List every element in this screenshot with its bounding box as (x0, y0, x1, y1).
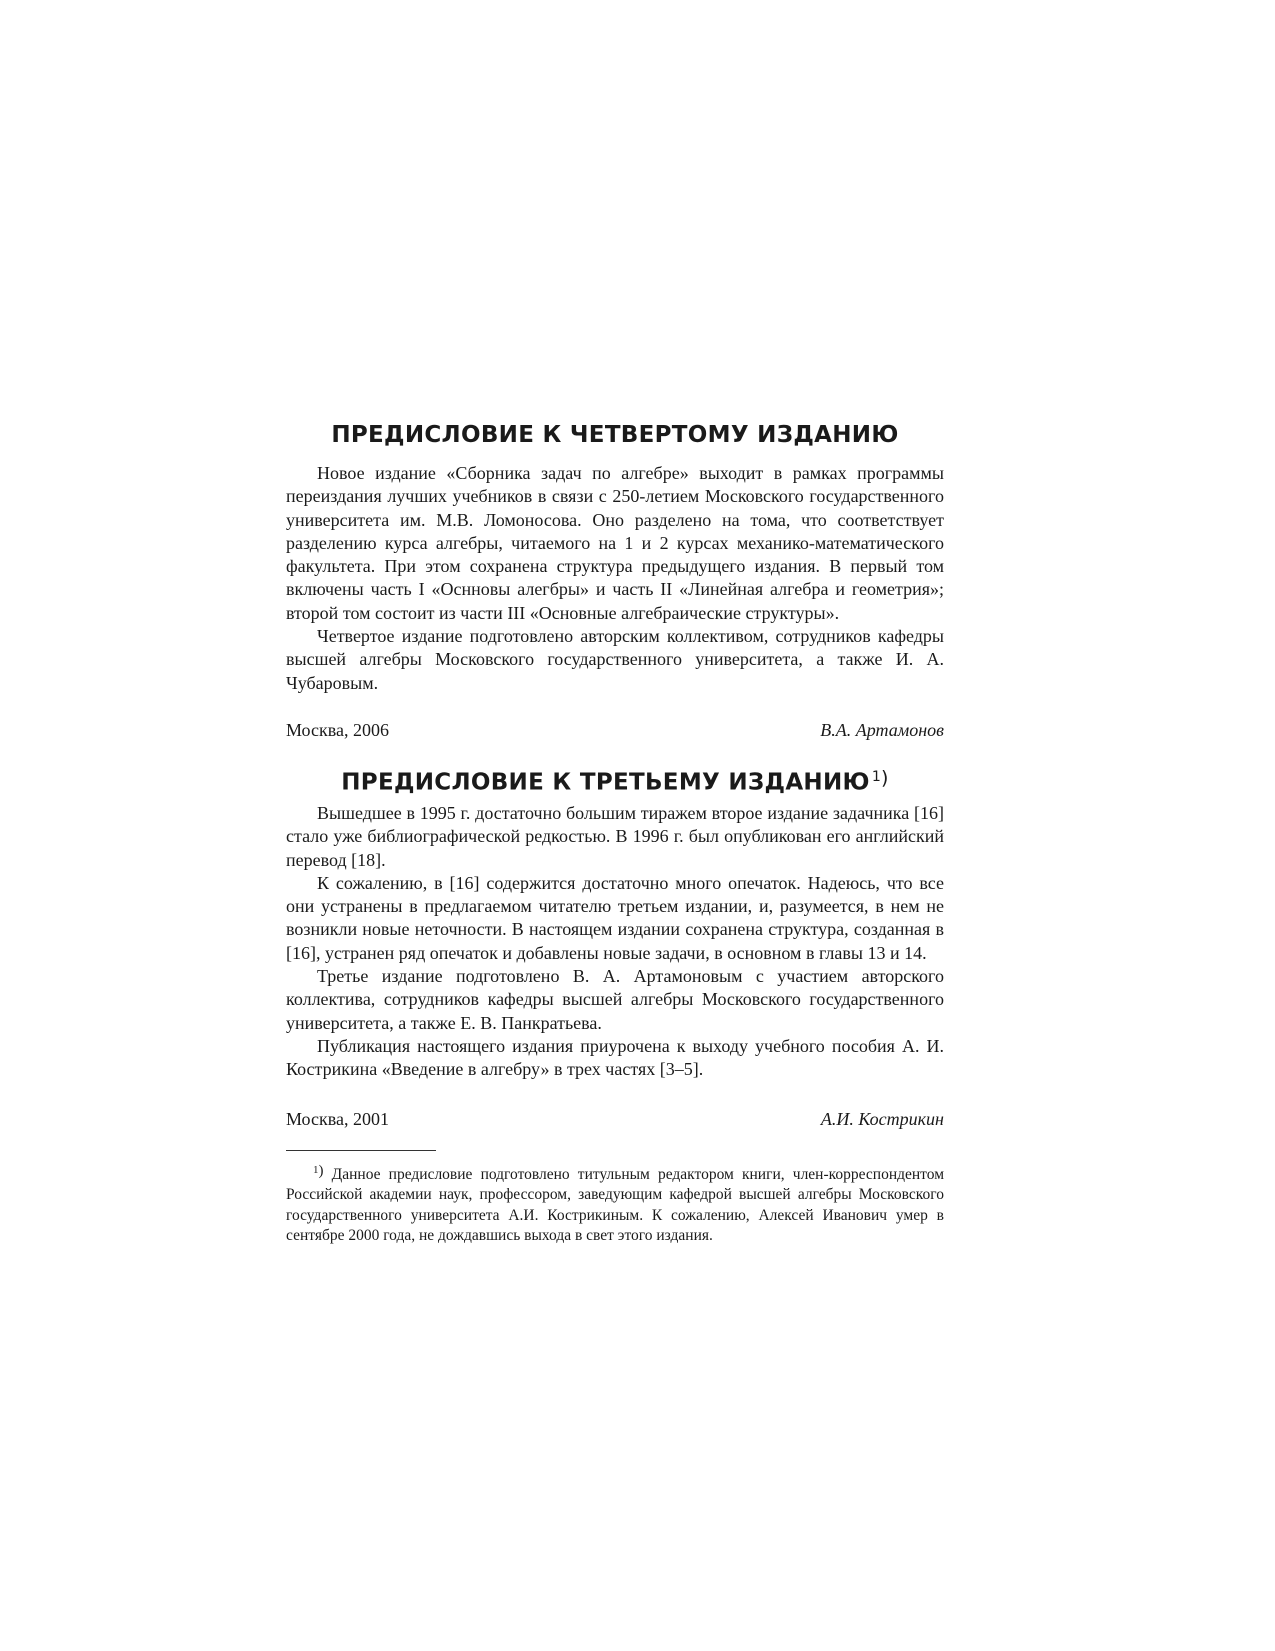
preface-4-signature (286, 718, 944, 742)
footnote (286, 1160, 944, 1247)
footnote-reference[interactable]: 1) (871, 766, 889, 789)
preface-3-signature (286, 1107, 944, 1131)
preface-3-place-date: Москва, 2001 (286, 1108, 389, 1129)
preface-3-paragraph-1: Вышедшее в 1995 г. достаточно большим тиражем второе издание задачника [16] стало уже библиографической редкостью. В 1996 г. был опубликован его английский перевод [18]. (286, 802, 944, 870)
preface-4-paragraph-1: Новое издание «Сборника задач по алгебре» выходит в рамках программы переиздания лучших учебников в связи с 250-летием Московского государственного университета им. М.В. Ломоносова. Оно разделено на тома, что соответствует разделению курса алгебры, читаемого на 1 и 2 курсах механико-математического факультета. При этом сохранена структура предыдущего издания. В первый том включены часть I «Оснновы алегбры» и часть II «Линейная алгебра и геометрия»; второй том состоит из части III «Основные алгебраические структуры». (286, 463, 944, 623)
footnote-text: Данное предисловие подготовлено титульным редактором книги, член-корреспондентом Российской академии наук, профессором, заведующим кафедрой высшей алгебры Московского государственного университета А.И. Кострикиным. К сожалению, Алексей Иванович умер в сентябре 2000 года, не дождавшись выхода в свет этого издания. (286, 1165, 945, 1245)
preface-3-paragraph-2: К сожалению, в [16] содержится достаточно много опечаток. Надеюсь, что все они устранены в предлагаемом читателю третьем издании, и, разумеется, в нем не возникли новые неточности. В настоящем издании сохранена структура, созданная в [16], устранен ряд опечаток и добавлены новые задачи, в основном в главы 13 и 14. (286, 872, 944, 963)
footnote-mark-number: 1 (313, 1163, 319, 1176)
preface-3-paragraph-3: Третье издание подготовлено В. А. Артамоновым с участием авторского коллектива, сотрудников кафедры высшей алгебры Московского государственного университета, а также Е. В. Панкратьева. (286, 966, 944, 1033)
preface-4-title-text: ПРЕДИСЛОВИЕ К ЧЕТВЕРТОМУ ИЗДАНИЮ (331, 422, 899, 448)
footnote-mark: 1) (313, 1162, 324, 1179)
preface-3-paragraph-4: Публикация настоящего издания приурочена к выходу учебного пособия А. И. Кострикина «Введение в алгебру» в трех частях [3–5]. (286, 1035, 944, 1080)
text-column (286, 420, 944, 1247)
preface-3-title-text: ПРЕДИСЛОВИЕ К ТРЕТЬЕМУ ИЗДАНИЮ (341, 769, 870, 796)
preface-4-title (286, 420, 944, 462)
preface-4-paragraph-2: Четвертое издание подготовлено авторским коллективом, сотрудников кафедры высшей алгебры Московского государственного университета, а также И. А. Чубаровым. (286, 626, 944, 693)
preface-4-author: В.А. Артамонов (820, 719, 944, 740)
preface-3-author: А.И. Кострикин (820, 1108, 944, 1129)
footnote-divider (286, 1150, 436, 1151)
preface-4-place-date: Москва, 2006 (286, 719, 389, 740)
footnote-reference-number: 1 (871, 768, 882, 785)
preface-3-title (286, 762, 944, 802)
